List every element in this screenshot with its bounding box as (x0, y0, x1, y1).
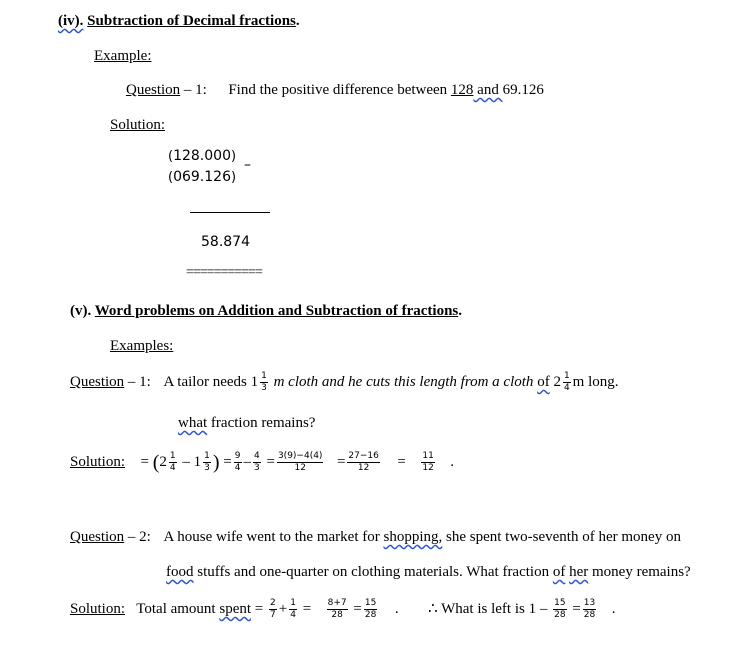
question-text-4: money remains? (588, 564, 691, 580)
question-text: A tailor needs 1 (163, 373, 259, 390)
question-text-4: fraction remains? (207, 415, 316, 431)
word-question-2-line2 (166, 563, 691, 581)
solution-text: Total amount (136, 601, 220, 617)
word-her: her (569, 564, 589, 580)
word-of: of (537, 373, 550, 390)
whole-2: 2 (159, 454, 167, 470)
fraction-1-3: $\frac{1}{3}$ (204, 451, 210, 474)
question-label: Question (126, 82, 181, 98)
period: . (611, 601, 616, 617)
plus: + (278, 601, 288, 617)
section-v-heading (70, 302, 462, 320)
section-iv-number: (iv). (58, 13, 84, 29)
section-v-dot: . (458, 303, 463, 319)
fraction-1-4: $\frac{1}{4}$ (290, 598, 296, 621)
equals: = (254, 601, 264, 617)
word-of: of (552, 564, 566, 580)
equals: = (397, 454, 406, 470)
fraction-one-third: $\frac{1}{3}$ (261, 371, 267, 393)
question-text: A house wife went to the market for (163, 529, 384, 545)
value-69: 69.126 (502, 82, 544, 98)
word-solution-2 (70, 595, 615, 623)
question-text-2: she spent two-seventh of her money on (442, 529, 681, 545)
solution-label: Solution: (70, 454, 126, 470)
question-text-3: m long. (572, 373, 619, 390)
minus: – (243, 454, 251, 470)
fraction-step-4: $\frac{27-16}{12}$ (348, 451, 379, 474)
value-128: 128 (450, 82, 474, 98)
open-paren: ( (152, 451, 160, 474)
equals: = (353, 601, 362, 617)
word-question-1-line2 (178, 414, 315, 432)
equals: = (140, 454, 149, 470)
fraction-2-7: $\frac{2}{7}$ (270, 598, 276, 621)
whole-2: 2 (549, 373, 561, 390)
word-solution-1 (70, 448, 454, 477)
result-rule (190, 212, 270, 213)
whole-1: 1 (193, 454, 202, 470)
word-food: food (166, 564, 194, 580)
equals: = (302, 601, 312, 617)
fraction-one-quarter: $\frac{1}{4}$ (563, 371, 570, 393)
period: . (450, 454, 455, 470)
equals: = (572, 601, 581, 617)
minus: – (182, 454, 190, 470)
question-text: Find the positive difference between (228, 82, 451, 98)
fraction-answer: $\frac{11}{12}$ (422, 451, 434, 474)
section-v-title: Word problems on Addition and Subtraction of fractions (94, 303, 459, 319)
equals: = (336, 454, 346, 470)
fraction-8-7-28: $\frac{8+7}{28}$ (327, 598, 347, 621)
question-number: – 1: (124, 373, 151, 390)
subtraction-stack: (128.000) (069.126) (168, 148, 237, 185)
solution-label: Solution: (70, 601, 126, 617)
question-label: Question (70, 529, 125, 545)
question-1-line (126, 81, 544, 99)
period: . (394, 601, 399, 617)
section-iv-dot: . (295, 13, 300, 29)
word-what: what (178, 415, 208, 431)
subtrahend: 069.126 (173, 169, 231, 185)
question-text-2: m cloth and he cuts this length from a cloth (269, 373, 538, 390)
word-spent: spent (219, 601, 252, 617)
question-number: – 1: (180, 82, 207, 98)
question-number: – 2: (124, 529, 151, 545)
equals: = (266, 454, 275, 470)
examples-label: Examples: (110, 338, 174, 354)
solution-label: Solution: (110, 117, 166, 133)
equals: = (223, 454, 232, 470)
word-and: and (473, 82, 503, 98)
subtraction-result: 58.874 (201, 234, 250, 250)
fraction-1-4: $\frac{1}{4}$ (169, 451, 176, 474)
minuend: 128.000 (173, 148, 231, 164)
therefore-text: ∴ What is left is 1 – (428, 601, 548, 617)
fraction-answer: $\frac{13}{28}$ (583, 598, 596, 621)
double-rule: =========== (186, 265, 262, 280)
minus-sign: – (244, 157, 251, 173)
close-paren: ) (212, 451, 220, 474)
word-shopping: shopping, (383, 529, 443, 545)
fraction-15-28: $\frac{15}{28}$ (364, 598, 377, 621)
fraction-15-28-b: $\frac{15}{28}$ (554, 598, 566, 621)
example-label: Example: (94, 48, 152, 64)
fraction-9-4: $\frac{9}{4}$ (234, 451, 241, 474)
question-label: Question (70, 373, 125, 390)
section-iv-heading (58, 12, 300, 30)
section-iv-title: Subtraction of Decimal fractions (87, 13, 296, 29)
fraction-step-3: $\frac{3(9)-4(4)}{12}$ (277, 451, 323, 474)
word-question-1 (70, 372, 619, 393)
fraction-4-3: $\frac{4}{3}$ (254, 451, 260, 474)
question-text-3: stuffs and one-quarter on clothing materials. What fraction (193, 564, 553, 580)
word-question-2 (70, 528, 681, 546)
section-v-number: (v). (70, 303, 92, 319)
